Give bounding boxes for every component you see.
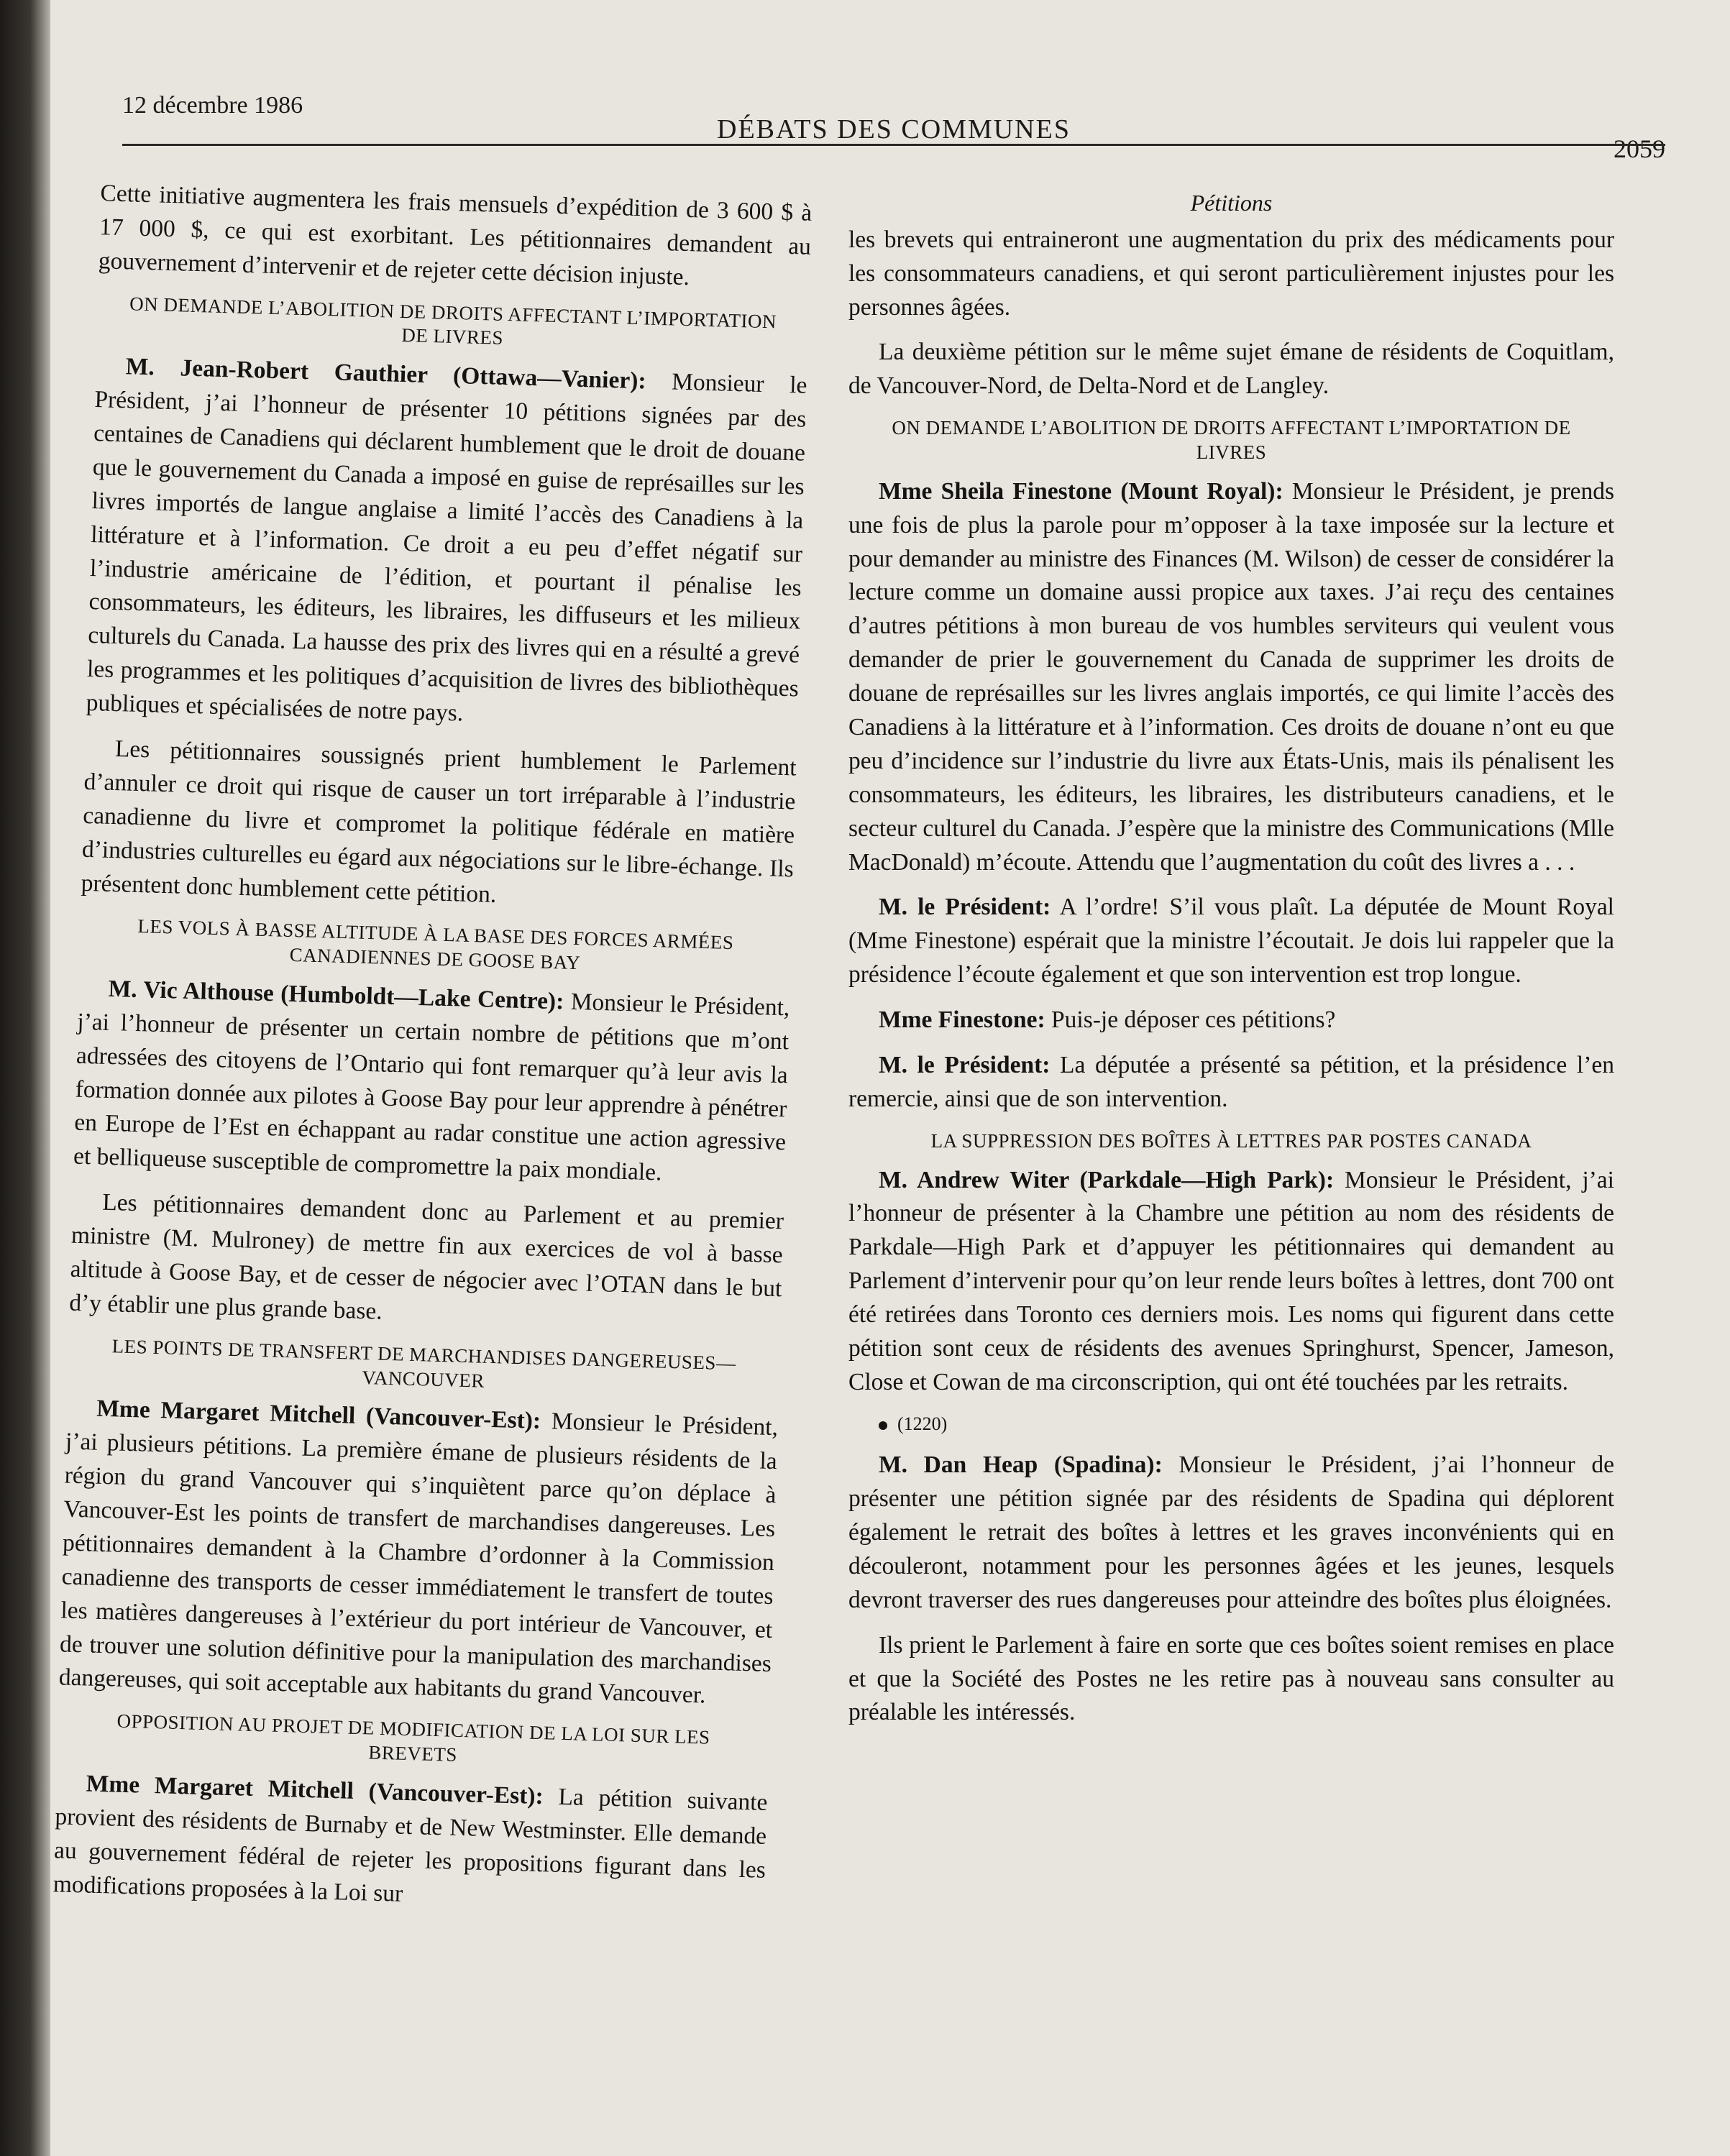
speaker-name: M. Andrew Witer (Parkdale—High Park): xyxy=(879,1166,1335,1193)
speech-text: Monsieur le Président, j’ai l’honneur de présenter une pétition signée par des résidents de Spadina qui déplorent également le retrait des boîtes à lettres et les graves inconvénients qui en découleront, notamment pour les personnes âgées et les jeunes, lesquels devront traverser des rues dangereuses pour atteindre des boîtes plus éloignées. xyxy=(848,1451,1614,1613)
speaker-name: M. le Président: xyxy=(879,894,1051,921)
paragraph: Les pétitionnaires soussignés prient humblement le Parlement d’annuler ce droit qui risque de causer un tort irréparable à l’industrie canadienne du livre et compromet la politique fédérale en matière d’industries culturelles eu égard aux négociations sur le libre-échange. Ils présentent donc humblement cette pétition. xyxy=(81,735,797,908)
speech-text: A l’ordre! S’il vous plaît. La députée de Mount Royal (Mme Finestone) espérait que la ministre l’écoutait. Je dois lui rappeler que la présidence l’écoute également et que son intervention est trop longue. xyxy=(848,894,1614,988)
header-title: DÉBATS DES COMMUNES xyxy=(717,114,1071,145)
speech-text: La pétition suivante provient des résidents de Burnaby et de New Westminster. Elle demande au gouvernement fédéral de rejeter les propositions figurant dans les modifications proposées à la Loi sur xyxy=(52,1783,768,1907)
speaker-name: Mme Margaret Mitchell (Vancouver-Est): xyxy=(96,1395,541,1435)
right-column xyxy=(848,187,1614,2092)
section-heading: OPPOSITION AU PROJET DE MODIFICATION DE LA LOI SUR LES BREVETS xyxy=(116,1710,710,1766)
paragraph xyxy=(848,475,1614,880)
speech-text: Monsieur le Président, j’ai l’honneur de présenter un certain nombre de pétitions que m’ont adressées des citoyens de l’Ontario qui font remarquer qu’à leur avis la formation donnée aux pilotes à Goose Bay pour leur apprendre à pénétrer en Europe de l’Est en échappant au radar constitue une action agressive et belliqueuse susceptible de compromettre la paix mondiale. xyxy=(73,988,790,1186)
speech-text: Monsieur le Président, je prends une fois de plus la parole pour m’opposer à la taxe imposée sur la lecture et pour demander au ministre des Finances (M. Wilson) de cesser de considérer la lecture comme un domaine aussi propice aux taxes. J’ai reçu des centaines d’autres pétitions à mon bureau de vos humbles serviteurs qui veulent vous demander de prier le gouvernement du Canada de supprimer les droits de douane de représailles sur les livres anglais importés, ce qui limite l’accès des Canadiens à la littérature et à l’information. Ces droits de douane n’ont eu que peu d’incidence sur l’industrie du livre aux États-Unis, mais ils pénalisent les consommateurs, les éditeurs, les libraires, les distributeurs canadiens, et le secteur culturel du Canada. J’espère que la ministre des Communications (Mlle MacDonald) m’écoute. Attendu que l’augmentation du coût des livres a . . . xyxy=(848,477,1615,876)
bullet-icon xyxy=(879,1421,887,1430)
speaker-name: Mme Margaret Mitchell (Vancouver-Est): xyxy=(86,1770,544,1810)
page-header xyxy=(122,92,1665,163)
running-title: Pétitions xyxy=(1190,190,1273,216)
section-heading: LA SUPPRESSION DES BOÎTES À LETTRES PAR POSTES CANADA xyxy=(930,1129,1532,1152)
speaker-name: M. Dan Heap (Spadina): xyxy=(879,1451,1163,1479)
paragraph xyxy=(58,1392,778,1715)
paragraph xyxy=(848,891,1614,992)
paragraph xyxy=(848,1049,1614,1116)
page-number: 2059 xyxy=(1614,134,1665,163)
timestamp xyxy=(848,1411,1614,1437)
header-date: 12 décembre 1986 xyxy=(122,92,303,119)
paragraph xyxy=(848,1004,1614,1037)
book-gutter-shadow xyxy=(0,0,50,2156)
speech-text: Monsieur le Président, j’ai l’honneur de présenter à la Chambre une pétition au nom des résidents de Parkdale—High Park et d’appuyer les pétitionnaires qui demandent au Parlement d’intervenir pour qu’on leur rende leurs boîtes à lettres, dont 700 ont été retirées dans Toronto ces derniers mois. Les noms qui figurent dans cette pétition sont ceux de résidents des avenues Springhurst, Spencer, Jameson, Close et Cowan de ma circonscription, qui ont été touchées par les retraits. xyxy=(848,1166,1614,1395)
paragraph xyxy=(86,349,807,740)
paragraph: Les pétitionnaires demandent donc au Parlement et au premier ministre (M. Mulroney) de mettre fin aux exercices de vol à basse altitude à Goose Bay, et de cesser de négocier avec l’OTAN dans le but d’y établir une plus grande base. xyxy=(68,1189,784,1325)
paragraph xyxy=(73,972,790,1194)
speaker-name: M. Jean-Robert Gauthier (Ottawa—Vanier): xyxy=(125,353,647,395)
paragraph xyxy=(52,1766,768,1921)
timestamp-text: (1220) xyxy=(897,1413,948,1434)
speaker-name: Mme Sheila Finestone (Mount Royal): xyxy=(879,477,1283,505)
section-heading: ON DEMANDE L’ABOLITION DE DROITS AFFECTANT L’IMPORTATION DE LIVRES xyxy=(129,293,777,349)
paragraph: les brevets qui entraineront une augmentation du prix des médicaments pour les consommateurs canadiens, et qui seront particulièrement injustes pour les personnes âgées. xyxy=(848,226,1614,321)
paragraph: Ils prient le Parlement à faire en sorte que ces boîtes soient remises en place et que la Société des Postes ne les retire pas à nouveau sans consulter au préalable les intéressés. xyxy=(848,1631,1614,1726)
speaker-name: M. le Président: xyxy=(879,1052,1051,1078)
section-heading: LES POINTS DE TRANSFERT DE MARCHANDISES DANGEREUSES—VANCOUVER xyxy=(111,1335,736,1392)
left-column xyxy=(47,177,813,2101)
speech-text: La députée a présenté sa pétition, et la présidence l’en remercie, ainsi que de son intervention. xyxy=(848,1052,1614,1112)
speech-text: Monsieur le Président, j’ai l’honneur de présenter 10 pétitions signées par des centaines de Canadiens qui déclarent humblement que le droit de douane que le gouvernement du Canada a imposé en guise de représailles sur les livres importés de langue anglaise a limité l’accès des Canadiens à la littérature et à l’information. Ce droit a eu peu d’effet négatif sur l’industrie américaine de l’édition, et pourtant il pénalise les consommateurs, les éditeurs, les libraires, les diffuseurs et les milieux culturels du Canada. La hausse des prix des livres qui en a résulté a grevé les programmes et les politiques d’acquisition de livres des bibliothèques publiques et spécialisées de notre pays. xyxy=(86,367,807,727)
paragraph xyxy=(848,1449,1614,1617)
section-heading: LES VOLS À BASSE ALTITUDE À LA BASE DES FORCES ARMÉES CANADIENNES DE GOOSE BAY xyxy=(137,915,734,974)
speech-text: Monsieur le Président, j’ai plusieurs pétitions. La première émane de plusieurs résidents de la région du grand Vancouver qui s’inquiètent parce qu’on déplace à Vancouver-Est les points de transfert de marchandises dangereuses. Les pétitionnaires demandent à la Chambre d’ordonner à la Commission canadienne des transports de cesser immédiatement le transfert de toutes les matières dangereuses à l’extérieur du port intérieur de Vancouver, et de trouver une solution définitive pour la manipulation des marchandises dangereuses, qui soit acceptable aux habitants du grand Vancouver. xyxy=(58,1408,779,1709)
header-rule xyxy=(122,144,1665,146)
speaker-name: M. Vic Althouse (Humboldt—Lake Centre): xyxy=(108,975,564,1015)
speech-text: Puis-je déposer ces pétitions? xyxy=(1045,1006,1336,1034)
paragraph xyxy=(848,1164,1614,1400)
section-heading: ON DEMANDE L’ABOLITION DE DROITS AFFECTANT L’IMPORTATION DE LIVRES xyxy=(892,417,1571,463)
paragraph: La deuxième pétition sur le même sujet émane de résidents de Coquitlam, de Vancouver-Nord, de Delta-Nord et de Langley. xyxy=(848,339,1614,400)
speaker-name: Mme Finestone: xyxy=(879,1006,1045,1034)
paragraph: Cette initiative augmentera les frais mensuels d’expédition de 3 600 $ à 17 000 $, ce qui est exorbitant. Les pétitionnaires demandent au gouvernement d’intervenir et de rejeter cette décision injuste. xyxy=(98,180,813,290)
